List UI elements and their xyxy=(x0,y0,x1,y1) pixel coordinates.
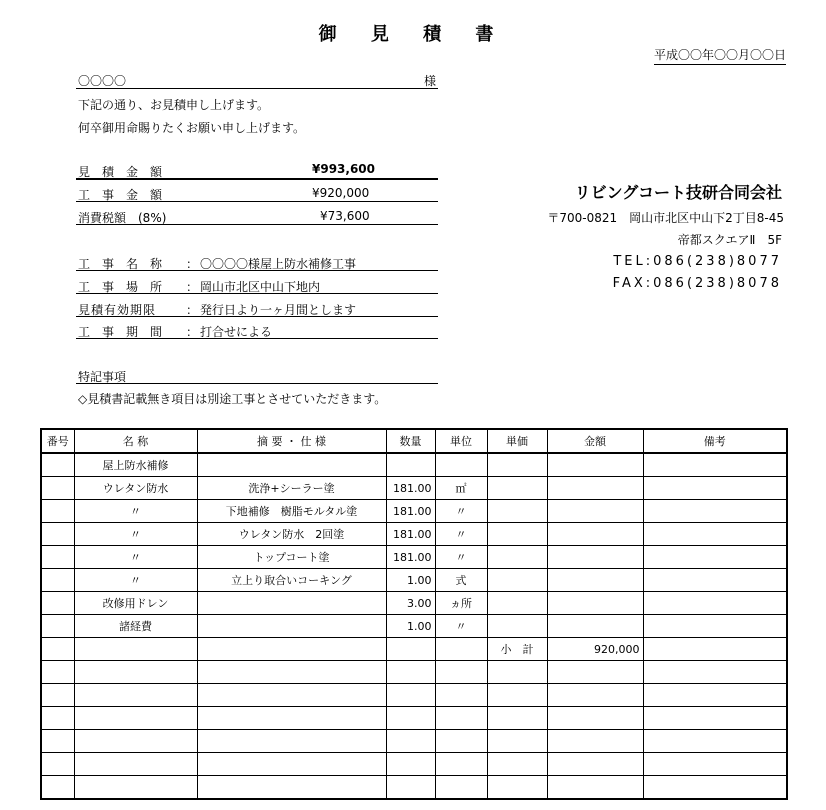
table-row xyxy=(41,546,787,569)
detail-label-name: 工 事 名 称 xyxy=(78,257,163,271)
cell-unit xyxy=(435,776,487,800)
detail-colon: ： xyxy=(186,257,199,271)
cell-remarks xyxy=(643,776,787,800)
cell-number xyxy=(41,592,74,615)
cell-unit xyxy=(435,684,487,707)
cell-unit xyxy=(435,707,487,730)
issue-date: 平成〇〇年〇〇月〇〇日 xyxy=(654,46,786,65)
table-row xyxy=(41,684,787,707)
detail-value-place: 岡山市北区中山下地内 xyxy=(200,280,321,294)
cell-amount xyxy=(547,776,643,800)
amount-value-work: ¥920,000 xyxy=(312,186,370,200)
company-fax: FAX:086(238)8078 xyxy=(612,276,782,291)
cell-amount: 920,000 xyxy=(547,638,643,661)
cell-quantity: 181.00 xyxy=(386,546,435,569)
header-unit-price: 単価 xyxy=(487,429,547,453)
greeting-line-1: 下記の通り、お見積申し上げます。 xyxy=(78,98,270,112)
cell-remarks xyxy=(643,523,787,546)
cell-spec: 洗浄+シーラー塗 xyxy=(197,477,386,500)
table-row xyxy=(41,753,787,776)
cell-unit xyxy=(435,638,487,661)
detail-underline xyxy=(76,338,438,339)
amount-label-tax: 消費税額 (8%) xyxy=(78,211,167,225)
table-row xyxy=(41,500,787,523)
detail-value-validity: 発行日より一ヶ月間とします xyxy=(200,303,357,317)
cell-quantity xyxy=(386,453,435,477)
cell-spec xyxy=(197,661,386,684)
header-amount: 金額 xyxy=(547,429,643,453)
amount-underline-total xyxy=(76,178,438,180)
cell-quantity: 3.00 xyxy=(386,592,435,615)
cell-spec: トップコート塗 xyxy=(197,546,386,569)
amount-value-total: ¥993,600 xyxy=(312,162,376,176)
cell-unit-price xyxy=(487,753,547,776)
cell-unit-price xyxy=(487,546,547,569)
cell-spec xyxy=(197,776,386,800)
detail-underline xyxy=(76,270,438,271)
notes-text: ◇見積書記載無き項目は別途工事とさせていただきます。 xyxy=(78,392,387,406)
greeting-line-2: 何卒御用命賜りたくお願い申し上げます。 xyxy=(78,121,306,135)
cell-quantity: 1.00 xyxy=(386,569,435,592)
table-row xyxy=(41,730,787,753)
table-row xyxy=(41,523,787,546)
cell-number xyxy=(41,477,74,500)
cell-unit-price: 小 計 xyxy=(487,638,547,661)
cell-unit-price xyxy=(487,615,547,638)
cell-name: ウレタン防水 xyxy=(74,477,197,500)
cell-unit-price xyxy=(487,477,547,500)
table-row xyxy=(41,615,787,638)
amount-value-tax: ¥73,600 xyxy=(320,209,370,223)
header-number: 番号 xyxy=(41,429,74,453)
cell-remarks xyxy=(643,638,787,661)
cell-name xyxy=(74,776,197,800)
cell-amount xyxy=(547,592,643,615)
cell-number xyxy=(41,569,74,592)
cell-quantity xyxy=(386,776,435,800)
table-row xyxy=(41,453,787,477)
table-row xyxy=(41,477,787,500)
recipient-name: 〇〇〇〇 xyxy=(78,74,127,88)
cell-remarks xyxy=(643,730,787,753)
detail-colon: ： xyxy=(186,280,199,294)
detail-underline xyxy=(76,293,438,294)
cell-number xyxy=(41,638,74,661)
cell-remarks xyxy=(643,753,787,776)
cell-unit-price xyxy=(487,523,547,546)
cell-unit: ㎡ xyxy=(435,477,487,500)
cell-unit-price xyxy=(487,500,547,523)
cell-amount xyxy=(547,453,643,477)
cell-unit-price xyxy=(487,707,547,730)
estimate-table xyxy=(40,428,788,800)
cell-number xyxy=(41,453,74,477)
cell-quantity xyxy=(386,638,435,661)
company-tel: TEL:086(238)8077 xyxy=(613,254,782,269)
header-unit: 単位 xyxy=(435,429,487,453)
document-title: 御 見 積 書 xyxy=(318,24,508,45)
cell-unit-price xyxy=(487,730,547,753)
cell-name xyxy=(74,661,197,684)
cell-spec xyxy=(197,730,386,753)
cell-remarks xyxy=(643,569,787,592)
table-body xyxy=(41,453,787,799)
cell-amount xyxy=(547,523,643,546)
table-row xyxy=(41,776,787,800)
amount-underline-tax xyxy=(76,224,438,225)
cell-unit xyxy=(435,730,487,753)
cell-name: 〃 xyxy=(74,546,197,569)
cell-unit: 〃 xyxy=(435,500,487,523)
detail-colon: ： xyxy=(186,303,199,317)
table-row xyxy=(41,707,787,730)
cell-amount xyxy=(547,661,643,684)
table-row xyxy=(41,661,787,684)
cell-number xyxy=(41,546,74,569)
cell-amount xyxy=(547,477,643,500)
cell-name: 改修用ドレン xyxy=(74,592,197,615)
cell-spec xyxy=(197,453,386,477)
detail-value-period: 打合せによる xyxy=(200,325,273,339)
cell-amount xyxy=(547,707,643,730)
cell-spec xyxy=(197,707,386,730)
cell-unit: 〃 xyxy=(435,615,487,638)
cell-spec: ウレタン防水 2回塗 xyxy=(197,523,386,546)
notes-heading: 特記事項 xyxy=(78,370,127,384)
cell-remarks xyxy=(643,477,787,500)
cell-unit: 式 xyxy=(435,569,487,592)
cell-amount xyxy=(547,753,643,776)
cell-spec xyxy=(197,592,386,615)
cell-unit: ヵ所 xyxy=(435,592,487,615)
header-name: 名 称 xyxy=(74,429,197,453)
cell-quantity xyxy=(386,730,435,753)
cell-quantity xyxy=(386,707,435,730)
cell-remarks xyxy=(643,661,787,684)
detail-label-period: 工 事 期 間 xyxy=(78,325,163,339)
cell-number xyxy=(41,615,74,638)
cell-number xyxy=(41,753,74,776)
cell-quantity: 181.00 xyxy=(386,477,435,500)
cell-spec: 下地補修 樹脂モルタル塗 xyxy=(197,500,386,523)
cell-quantity xyxy=(386,661,435,684)
table-header-row xyxy=(41,429,787,453)
cell-unit: 〃 xyxy=(435,546,487,569)
recipient-honorific: 様 xyxy=(424,74,437,88)
cell-name xyxy=(74,753,197,776)
cell-number xyxy=(41,707,74,730)
cell-remarks xyxy=(643,684,787,707)
company-address-1: 〒700-0821 岡山市北区中山下2丁目8-45 xyxy=(547,211,784,225)
cell-unit xyxy=(435,661,487,684)
cell-name xyxy=(74,730,197,753)
cell-amount xyxy=(547,546,643,569)
detail-label-validity: 見積有効期限 xyxy=(78,303,157,317)
recipient-underline xyxy=(76,88,438,89)
cell-name: 諸経費 xyxy=(74,615,197,638)
cell-quantity: 181.00 xyxy=(386,500,435,523)
header-quantity: 数量 xyxy=(386,429,435,453)
cell-amount xyxy=(547,684,643,707)
cell-name xyxy=(74,684,197,707)
cell-spec xyxy=(197,753,386,776)
cell-name: 屋上防水補修 xyxy=(74,453,197,477)
cell-number xyxy=(41,684,74,707)
cell-unit xyxy=(435,453,487,477)
cell-quantity: 1.00 xyxy=(386,615,435,638)
detail-colon: ： xyxy=(186,325,199,339)
cell-amount xyxy=(547,730,643,753)
cell-name xyxy=(74,638,197,661)
notes-underline xyxy=(76,383,438,384)
cell-number xyxy=(41,730,74,753)
cell-amount xyxy=(547,500,643,523)
cell-spec xyxy=(197,684,386,707)
cell-unit-price xyxy=(487,684,547,707)
cell-unit-price xyxy=(487,569,547,592)
table-row xyxy=(41,638,787,661)
cell-amount xyxy=(547,569,643,592)
cell-quantity xyxy=(386,684,435,707)
cell-name: 〃 xyxy=(74,523,197,546)
cell-unit-price xyxy=(487,592,547,615)
cell-remarks xyxy=(643,707,787,730)
cell-unit-price xyxy=(487,776,547,800)
cell-name xyxy=(74,707,197,730)
cell-number xyxy=(41,776,74,800)
table-row xyxy=(41,569,787,592)
cell-spec: 立上り取合いコーキング xyxy=(197,569,386,592)
cell-name: 〃 xyxy=(74,569,197,592)
cell-quantity: 181.00 xyxy=(386,523,435,546)
cell-remarks xyxy=(643,500,787,523)
detail-underline xyxy=(76,316,438,317)
header-spec: 摘 要 ・ 仕 様 xyxy=(197,429,386,453)
cell-remarks xyxy=(643,453,787,477)
cell-amount xyxy=(547,615,643,638)
cell-number xyxy=(41,523,74,546)
detail-value-name: 〇〇〇〇様屋上防水補修工事 xyxy=(200,257,357,271)
company-name: リビングコート技研合同会社 xyxy=(574,183,782,202)
amount-label-work: 工 事 金 額 xyxy=(78,188,163,202)
cell-unit xyxy=(435,753,487,776)
cell-unit-price xyxy=(487,661,547,684)
cell-remarks xyxy=(643,592,787,615)
header-remarks: 備考 xyxy=(643,429,787,453)
cell-name: 〃 xyxy=(74,500,197,523)
cell-spec xyxy=(197,638,386,661)
cell-number xyxy=(41,500,74,523)
amount-underline-work xyxy=(76,201,438,202)
table-row xyxy=(41,592,787,615)
cell-unit: 〃 xyxy=(435,523,487,546)
cell-unit-price xyxy=(487,453,547,477)
company-address-2: 帝都スクエアⅡ 5F xyxy=(677,233,782,247)
amount-label-total: 見 積 金 額 xyxy=(78,165,163,179)
cell-spec xyxy=(197,615,386,638)
cell-number xyxy=(41,661,74,684)
detail-label-place: 工 事 場 所 xyxy=(78,280,163,294)
cell-remarks xyxy=(643,615,787,638)
cell-remarks xyxy=(643,546,787,569)
cell-quantity xyxy=(386,753,435,776)
